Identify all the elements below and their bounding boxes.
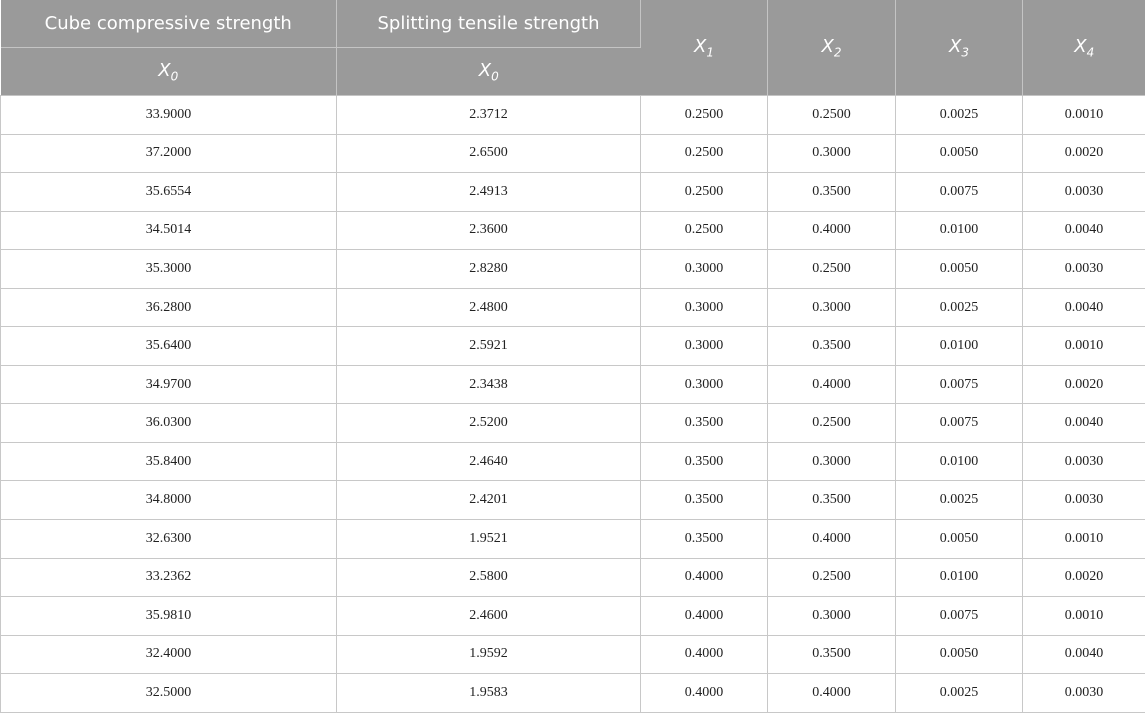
- x4-cell: 0.0030: [1023, 481, 1145, 520]
- table-row: [1, 365, 1145, 404]
- table-body: [1, 96, 1145, 713]
- x1-cell: 0.2500: [641, 211, 768, 250]
- splitting-tensile-strength-cell: 2.4640: [337, 442, 641, 481]
- table-row: [1, 211, 1145, 250]
- cube-compressive-strength-cell: 35.6400: [1, 327, 337, 366]
- splitting-tensile-strength-cell: 2.4913: [337, 173, 641, 212]
- x2-cell: 0.4000: [768, 674, 896, 713]
- table-row: [1, 173, 1145, 212]
- table-row: [1, 481, 1145, 520]
- cube-compressive-strength-cell: 32.6300: [1, 520, 337, 559]
- cube-compressive-strength-cell: 34.8000: [1, 481, 337, 520]
- splitting-tensile-strength-cell: 1.9583: [337, 674, 641, 713]
- x2-cell: 0.3500: [768, 481, 896, 520]
- x4-cell: 0.0020: [1023, 134, 1145, 173]
- x4-cell: 0.0030: [1023, 674, 1145, 713]
- x2-cell: 0.3500: [768, 635, 896, 674]
- x2-cell: 0.3500: [768, 327, 896, 366]
- x1-cell: 0.2500: [641, 96, 768, 135]
- x4-cell: 0.0040: [1023, 404, 1145, 443]
- x4-cell: 0.0040: [1023, 288, 1145, 327]
- cube-compressive-strength-cell: 33.2362: [1, 558, 337, 597]
- x2-cell: 0.3000: [768, 597, 896, 636]
- x2-cell: 0.4000: [768, 365, 896, 404]
- x1-cell: 0.2500: [641, 134, 768, 173]
- header-splitting-tensile-strength: Splitting tensile strength: [337, 0, 641, 48]
- cube-compressive-strength-cell: 32.4000: [1, 635, 337, 674]
- table-row: [1, 134, 1145, 173]
- splitting-tensile-strength-cell: 2.4800: [337, 288, 641, 327]
- x1-cell: 0.4000: [641, 674, 768, 713]
- splitting-tensile-strength-cell: 2.3712: [337, 96, 641, 135]
- cube-compressive-strength-cell: 34.5014: [1, 211, 337, 250]
- x4-cell: 0.0030: [1023, 250, 1145, 289]
- header-x3: $X_3$: [896, 0, 1023, 96]
- cube-compressive-strength-cell: 33.9000: [1, 96, 337, 135]
- header-x0-tensile: $X_0$: [337, 48, 641, 96]
- table-row: [1, 96, 1145, 135]
- x3-cell: 0.0025: [896, 288, 1023, 327]
- x4-cell: 0.0020: [1023, 558, 1145, 597]
- splitting-tensile-strength-cell: 1.9521: [337, 520, 641, 559]
- x3-cell: 0.0100: [896, 558, 1023, 597]
- x3-cell: 0.0025: [896, 481, 1023, 520]
- x1-cell: 0.3500: [641, 404, 768, 443]
- x2-cell: 0.3000: [768, 134, 896, 173]
- x4-cell: 0.0030: [1023, 442, 1145, 481]
- x2-cell: 0.2500: [768, 96, 896, 135]
- x3-cell: 0.0025: [896, 674, 1023, 713]
- table-row: [1, 288, 1145, 327]
- splitting-tensile-strength-cell: 1.9592: [337, 635, 641, 674]
- table-row: [1, 327, 1145, 366]
- cube-compressive-strength-cell: 36.2800: [1, 288, 337, 327]
- table-row: [1, 520, 1145, 559]
- x2-cell: 0.2500: [768, 250, 896, 289]
- x2-cell: 0.3000: [768, 288, 896, 327]
- x3-cell: 0.0075: [896, 597, 1023, 636]
- splitting-tensile-strength-cell: 2.5800: [337, 558, 641, 597]
- splitting-tensile-strength-cell: 2.5200: [337, 404, 641, 443]
- table-row: [1, 442, 1145, 481]
- x1-cell: 0.3000: [641, 250, 768, 289]
- cube-compressive-strength-cell: 32.5000: [1, 674, 337, 713]
- cube-compressive-strength-cell: 35.3000: [1, 250, 337, 289]
- splitting-tensile-strength-cell: 2.8280: [337, 250, 641, 289]
- table-row: [1, 635, 1145, 674]
- x1-cell: 0.3000: [641, 288, 768, 327]
- splitting-tensile-strength-cell: 2.3438: [337, 365, 641, 404]
- table-row: [1, 250, 1145, 289]
- table-header: [1, 0, 1145, 96]
- x3-cell: 0.0075: [896, 365, 1023, 404]
- splitting-tensile-strength-cell: 2.5921: [337, 327, 641, 366]
- x1-cell: 0.4000: [641, 597, 768, 636]
- table-row: [1, 597, 1145, 636]
- x1-cell: 0.2500: [641, 173, 768, 212]
- header-x0-compressive: $X_0$: [1, 48, 337, 96]
- x3-cell: 0.0050: [896, 250, 1023, 289]
- x1-cell: 0.3500: [641, 481, 768, 520]
- x1-cell: 0.3500: [641, 442, 768, 481]
- header-cube-compressive-strength: Cube compressive strength: [1, 0, 337, 48]
- x1-cell: 0.3000: [641, 365, 768, 404]
- cube-compressive-strength-cell: 35.9810: [1, 597, 337, 636]
- x2-cell: 0.2500: [768, 558, 896, 597]
- x4-cell: 0.0010: [1023, 597, 1145, 636]
- x3-cell: 0.0100: [896, 327, 1023, 366]
- x3-cell: 0.0075: [896, 173, 1023, 212]
- x3-cell: 0.0050: [896, 134, 1023, 173]
- table-row: [1, 674, 1145, 713]
- table-row: [1, 558, 1145, 597]
- x2-cell: 0.2500: [768, 404, 896, 443]
- x3-cell: 0.0100: [896, 211, 1023, 250]
- table-row: [1, 404, 1145, 443]
- splitting-tensile-strength-cell: 2.4600: [337, 597, 641, 636]
- x3-cell: 0.0100: [896, 442, 1023, 481]
- x4-cell: 0.0020: [1023, 365, 1145, 404]
- header-x1: $X_1$: [641, 0, 768, 96]
- header-row: [1, 0, 1145, 48]
- cube-compressive-strength-cell: 36.0300: [1, 404, 337, 443]
- x3-cell: 0.0025: [896, 96, 1023, 135]
- x4-cell: 0.0010: [1023, 520, 1145, 559]
- x4-cell: 0.0030: [1023, 173, 1145, 212]
- splitting-tensile-strength-cell: 2.3600: [337, 211, 641, 250]
- splitting-tensile-strength-cell: 2.4201: [337, 481, 641, 520]
- x2-cell: 0.3500: [768, 173, 896, 212]
- x1-cell: 0.3000: [641, 327, 768, 366]
- x4-cell: 0.0040: [1023, 635, 1145, 674]
- cube-compressive-strength-cell: 35.8400: [1, 442, 337, 481]
- x4-cell: 0.0010: [1023, 327, 1145, 366]
- x2-cell: 0.4000: [768, 211, 896, 250]
- cube-compressive-strength-cell: 34.9700: [1, 365, 337, 404]
- x1-cell: 0.4000: [641, 558, 768, 597]
- x4-cell: 0.0040: [1023, 211, 1145, 250]
- x3-cell: 0.0075: [896, 404, 1023, 443]
- splitting-tensile-strength-cell: 2.6500: [337, 134, 641, 173]
- x3-cell: 0.0050: [896, 520, 1023, 559]
- cube-compressive-strength-cell: 35.6554: [1, 173, 337, 212]
- x4-cell: 0.0010: [1023, 96, 1145, 135]
- x2-cell: 0.3000: [768, 442, 896, 481]
- x1-cell: 0.4000: [641, 635, 768, 674]
- cube-compressive-strength-cell: 37.2000: [1, 134, 337, 173]
- x2-cell: 0.4000: [768, 520, 896, 559]
- x1-cell: 0.3500: [641, 520, 768, 559]
- header-x4: $X_4$: [1023, 0, 1145, 96]
- header-x2: $X_2$: [768, 0, 896, 96]
- x3-cell: 0.0050: [896, 635, 1023, 674]
